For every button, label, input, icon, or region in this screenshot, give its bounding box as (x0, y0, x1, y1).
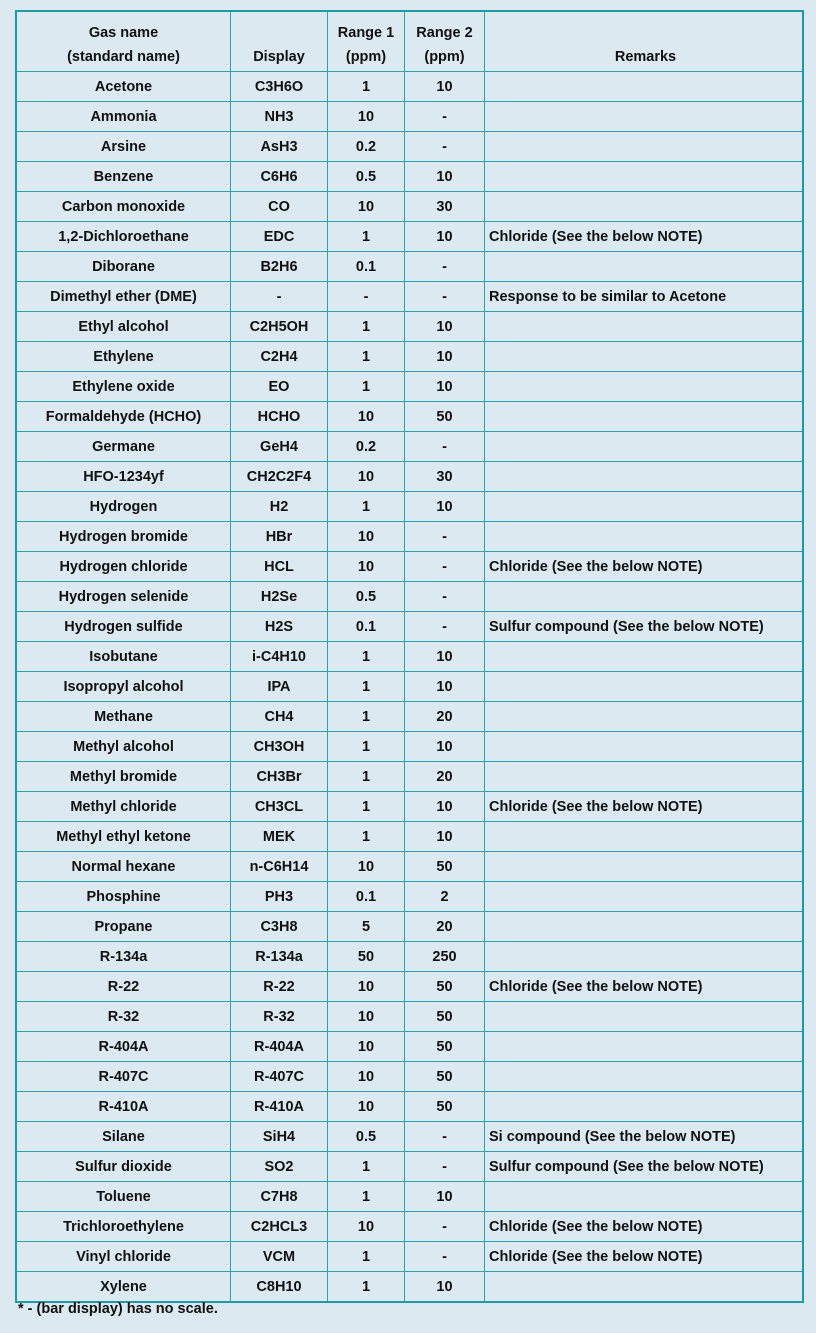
header-range2 (405, 11, 485, 72)
table-row (16, 222, 803, 252)
range2-cell: 50 (405, 402, 485, 432)
display-cell: AsH3 (231, 132, 328, 162)
gas-name-cell: Formaldehyde (HCHO) (16, 402, 231, 432)
header-text: (ppm) (424, 49, 465, 65)
gas-name-cell: Methyl bromide (16, 762, 231, 792)
range2-cell: 10 (405, 72, 485, 102)
display-cell: C2HCL3 (231, 1212, 328, 1242)
remarks-cell (485, 252, 804, 282)
range2-cell: 50 (405, 972, 485, 1002)
range1-cell: 10 (328, 462, 405, 492)
table-row (16, 522, 803, 552)
remarks-cell (485, 672, 804, 702)
table-row (16, 1182, 803, 1212)
gas-name-cell: R-404A (16, 1032, 231, 1062)
display-cell: PH3 (231, 882, 328, 912)
display-cell: HCL (231, 552, 328, 582)
remarks-cell: Chloride (See the below NOTE) (485, 222, 804, 252)
range2-cell: 10 (405, 1272, 485, 1303)
remarks-cell (485, 642, 804, 672)
table-row (16, 252, 803, 282)
table-row (16, 672, 803, 702)
remarks-cell (485, 1002, 804, 1032)
range2-cell: 50 (405, 1002, 485, 1032)
range1-cell: 1 (328, 372, 405, 402)
gas-name-cell: Ethylene (16, 342, 231, 372)
gas-name-cell: Isopropyl alcohol (16, 672, 231, 702)
display-cell: CO (231, 192, 328, 222)
display-cell: CH3Br (231, 762, 328, 792)
remarks-cell (485, 822, 804, 852)
range1-cell: 1 (328, 702, 405, 732)
range2-cell: 20 (405, 762, 485, 792)
range2-cell: - (405, 282, 485, 312)
gas-name-cell: HFO-1234yf (16, 462, 231, 492)
range1-cell: 10 (328, 522, 405, 552)
display-cell: CH3OH (231, 732, 328, 762)
header-text: Range 1 (337, 25, 395, 41)
header-gas-name (16, 11, 231, 72)
range1-cell: 0.1 (328, 612, 405, 642)
table-row (16, 972, 803, 1002)
table-body (16, 72, 803, 1303)
gas-name-cell: Methyl chloride (16, 792, 231, 822)
remarks-cell (485, 1062, 804, 1092)
gas-name-cell: Hydrogen selenide (16, 582, 231, 612)
range2-cell: 10 (405, 492, 485, 522)
remarks-cell (485, 702, 804, 732)
table-row (16, 912, 803, 942)
display-cell: CH2C2F4 (231, 462, 328, 492)
display-cell: NH3 (231, 102, 328, 132)
gas-name-cell: R-134a (16, 942, 231, 972)
range1-cell: 1 (328, 672, 405, 702)
range2-cell: 10 (405, 642, 485, 672)
range2-cell: - (405, 1212, 485, 1242)
range2-cell: 30 (405, 192, 485, 222)
remarks-cell (485, 1272, 804, 1303)
remarks-cell (485, 402, 804, 432)
table-row (16, 162, 803, 192)
table-row (16, 282, 803, 312)
gas-name-cell: Arsine (16, 132, 231, 162)
gas-name-cell: Methyl ethyl ketone (16, 822, 231, 852)
range2-cell: 10 (405, 372, 485, 402)
range2-cell: - (405, 552, 485, 582)
table-row (16, 312, 803, 342)
remarks-cell (485, 342, 804, 372)
gas-name-cell: Carbon monoxide (16, 192, 231, 222)
range1-cell: 1 (328, 492, 405, 522)
gas-name-cell: Vinyl chloride (16, 1242, 231, 1272)
remarks-cell (485, 852, 804, 882)
display-cell: EDC (231, 222, 328, 252)
table-row (16, 132, 803, 162)
gas-name-cell: Toluene (16, 1182, 231, 1212)
range2-cell: 10 (405, 342, 485, 372)
remarks-cell (485, 312, 804, 342)
display-cell: C3H8 (231, 912, 328, 942)
display-cell: HBr (231, 522, 328, 552)
display-cell: C2H4 (231, 342, 328, 372)
remarks-cell: Sulfur compound (See the below NOTE) (485, 612, 804, 642)
table-row (16, 432, 803, 462)
display-cell: HCHO (231, 402, 328, 432)
remarks-cell (485, 492, 804, 522)
table-row (16, 1152, 803, 1182)
range1-cell: - (328, 282, 405, 312)
range1-cell: 0.2 (328, 132, 405, 162)
gas-name-cell: Hydrogen sulfide (16, 612, 231, 642)
display-cell: IPA (231, 672, 328, 702)
display-cell: GeH4 (231, 432, 328, 462)
range1-cell: 1 (328, 642, 405, 672)
table-row (16, 732, 803, 762)
remarks-cell: Chloride (See the below NOTE) (485, 972, 804, 1002)
table-row (16, 1002, 803, 1032)
remarks-cell (485, 1182, 804, 1212)
gas-name-cell: Propane (16, 912, 231, 942)
range2-cell: 10 (405, 822, 485, 852)
remarks-cell (485, 882, 804, 912)
remarks-cell (485, 162, 804, 192)
range2-cell: 10 (405, 792, 485, 822)
header-range1 (328, 11, 405, 72)
remarks-cell: Chloride (See the below NOTE) (485, 552, 804, 582)
range1-cell: 1 (328, 822, 405, 852)
gas-name-cell: R-410A (16, 1092, 231, 1122)
table-row (16, 402, 803, 432)
range2-cell: 20 (405, 702, 485, 732)
table-row (16, 582, 803, 612)
range1-cell: 5 (328, 912, 405, 942)
gas-name-cell: Benzene (16, 162, 231, 192)
range1-cell: 1 (328, 1242, 405, 1272)
display-cell: C2H5OH (231, 312, 328, 342)
remarks-cell: Sulfur compound (See the below NOTE) (485, 1152, 804, 1182)
range1-cell: 1 (328, 222, 405, 252)
remarks-cell (485, 1092, 804, 1122)
range2-cell: - (405, 612, 485, 642)
range2-cell: 2 (405, 882, 485, 912)
gas-name-cell: Ammonia (16, 102, 231, 132)
remarks-cell (485, 372, 804, 402)
range1-cell: 1 (328, 1272, 405, 1303)
range2-cell: - (405, 252, 485, 282)
table-row (16, 822, 803, 852)
range2-cell: - (405, 102, 485, 132)
gas-name-cell: R-407C (16, 1062, 231, 1092)
remarks-cell (485, 192, 804, 222)
display-cell: SiH4 (231, 1122, 328, 1152)
display-cell: C3H6O (231, 72, 328, 102)
footnote: * - (bar display) has no scale. (18, 1301, 218, 1317)
range1-cell: 10 (328, 552, 405, 582)
range1-cell: 10 (328, 852, 405, 882)
table-row (16, 342, 803, 372)
display-cell: H2Se (231, 582, 328, 612)
range2-cell: 20 (405, 912, 485, 942)
table-row (16, 1092, 803, 1122)
range2-cell: 50 (405, 1032, 485, 1062)
display-cell: C7H8 (231, 1182, 328, 1212)
display-cell: R-410A (231, 1092, 328, 1122)
table-row (16, 612, 803, 642)
range1-cell: 1 (328, 1152, 405, 1182)
range2-cell: - (405, 582, 485, 612)
display-cell: SO2 (231, 1152, 328, 1182)
remarks-cell (485, 432, 804, 462)
range1-cell: 1 (328, 312, 405, 342)
remarks-cell (485, 582, 804, 612)
header-row (16, 11, 803, 72)
range1-cell: 50 (328, 942, 405, 972)
table-row (16, 102, 803, 132)
range1-cell: 1 (328, 72, 405, 102)
range2-cell: - (405, 1242, 485, 1272)
range2-cell: 10 (405, 672, 485, 702)
range2-cell: - (405, 432, 485, 462)
table-row (16, 1272, 803, 1303)
remarks-cell (485, 522, 804, 552)
remarks-cell (485, 912, 804, 942)
header-text: (ppm) (345, 49, 387, 65)
range1-cell: 0.1 (328, 252, 405, 282)
range2-cell: - (405, 522, 485, 552)
header-remarks: Remarks (485, 11, 804, 72)
range1-cell: 10 (328, 1212, 405, 1242)
gas-name-cell: R-32 (16, 1002, 231, 1032)
table-row (16, 72, 803, 102)
display-cell: B2H6 (231, 252, 328, 282)
table-row (16, 762, 803, 792)
display-cell: R-22 (231, 972, 328, 1002)
range1-cell: 1 (328, 342, 405, 372)
gas-name-cell: Normal hexane (16, 852, 231, 882)
gas-name-cell: Silane (16, 1122, 231, 1152)
table-row (16, 852, 803, 882)
display-cell: C8H10 (231, 1272, 328, 1303)
table-row (16, 882, 803, 912)
gas-name-cell: Phosphine (16, 882, 231, 912)
range2-cell: 30 (405, 462, 485, 492)
range1-cell: 0.2 (328, 432, 405, 462)
remarks-cell: Chloride (See the below NOTE) (485, 1212, 804, 1242)
gas-name-cell: Diborane (16, 252, 231, 282)
table-row (16, 792, 803, 822)
range1-cell: 0.1 (328, 882, 405, 912)
gas-name-cell: Germane (16, 432, 231, 462)
remarks-cell (485, 1032, 804, 1062)
range1-cell: 10 (328, 1092, 405, 1122)
table-row (16, 192, 803, 222)
range1-cell: 10 (328, 972, 405, 1002)
display-cell: H2S (231, 612, 328, 642)
gas-name-cell: Methyl alcohol (16, 732, 231, 762)
table-row (16, 1032, 803, 1062)
range2-cell: 10 (405, 732, 485, 762)
gas-name-cell: Isobutane (16, 642, 231, 672)
header-display: Display (231, 11, 328, 72)
gas-name-cell: Ethyl alcohol (16, 312, 231, 342)
gas-name-cell: Trichloroethylene (16, 1212, 231, 1242)
display-cell: H2 (231, 492, 328, 522)
range2-cell: 50 (405, 852, 485, 882)
range1-cell: 1 (328, 762, 405, 792)
display-cell: R-32 (231, 1002, 328, 1032)
display-cell: R-407C (231, 1062, 328, 1092)
range2-cell: 10 (405, 1182, 485, 1212)
table-row (16, 702, 803, 732)
range1-cell: 10 (328, 1062, 405, 1092)
range2-cell: - (405, 132, 485, 162)
remarks-cell: Chloride (See the below NOTE) (485, 1242, 804, 1272)
gas-name-cell: Sulfur dioxide (16, 1152, 231, 1182)
table-row (16, 1212, 803, 1242)
remarks-cell (485, 132, 804, 162)
display-cell: n-C6H14 (231, 852, 328, 882)
range1-cell: 10 (328, 1002, 405, 1032)
gas-range-table (15, 10, 804, 1303)
range2-cell: - (405, 1122, 485, 1152)
gas-name-cell: Acetone (16, 72, 231, 102)
table-row (16, 1062, 803, 1092)
remarks-cell: Response to be similar to Acetone (485, 282, 804, 312)
remarks-cell (485, 102, 804, 132)
gas-name-cell: 1,2-Dichloroethane (16, 222, 231, 252)
gas-name-cell: Hydrogen chloride (16, 552, 231, 582)
range1-cell: 1 (328, 732, 405, 762)
range2-cell: - (405, 1152, 485, 1182)
remarks-cell (485, 942, 804, 972)
range1-cell: 0.5 (328, 162, 405, 192)
range2-cell: 250 (405, 942, 485, 972)
table-row (16, 942, 803, 972)
gas-name-cell: Xylene (16, 1272, 231, 1303)
display-cell: EO (231, 372, 328, 402)
header-text: Gas name (88, 25, 159, 41)
display-cell: MEK (231, 822, 328, 852)
range1-cell: 1 (328, 1182, 405, 1212)
remarks-cell (485, 72, 804, 102)
range2-cell: 50 (405, 1062, 485, 1092)
gas-name-cell: Hydrogen (16, 492, 231, 522)
display-cell: - (231, 282, 328, 312)
gas-name-cell: R-22 (16, 972, 231, 1002)
table-row (16, 642, 803, 672)
display-cell: C6H6 (231, 162, 328, 192)
table-row (16, 492, 803, 522)
remarks-cell (485, 462, 804, 492)
table-row (16, 462, 803, 492)
display-cell: R-134a (231, 942, 328, 972)
remarks-cell (485, 762, 804, 792)
display-cell: CH4 (231, 702, 328, 732)
range1-cell: 0.5 (328, 582, 405, 612)
remarks-cell (485, 732, 804, 762)
range1-cell: 10 (328, 1032, 405, 1062)
display-cell: VCM (231, 1242, 328, 1272)
range1-cell: 10 (328, 402, 405, 432)
range2-cell: 10 (405, 162, 485, 192)
gas-name-cell: Dimethyl ether (DME) (16, 282, 231, 312)
range1-cell: 1 (328, 792, 405, 822)
display-cell: CH3CL (231, 792, 328, 822)
header-text: Range 2 (416, 25, 473, 41)
range2-cell: 10 (405, 222, 485, 252)
range1-cell: 10 (328, 192, 405, 222)
gas-name-cell: Methane (16, 702, 231, 732)
header-text: (standard name) (67, 49, 180, 65)
display-cell: R-404A (231, 1032, 328, 1062)
table-row (16, 552, 803, 582)
display-cell: i-C4H10 (231, 642, 328, 672)
range1-cell: 0.5 (328, 1122, 405, 1152)
table-row (16, 1122, 803, 1152)
table-row (16, 1242, 803, 1272)
gas-name-cell: Ethylene oxide (16, 372, 231, 402)
range1-cell: 10 (328, 102, 405, 132)
range2-cell: 50 (405, 1092, 485, 1122)
remarks-cell: Si compound (See the below NOTE) (485, 1122, 804, 1152)
table-row (16, 372, 803, 402)
range2-cell: 10 (405, 312, 485, 342)
gas-name-cell: Hydrogen bromide (16, 522, 231, 552)
remarks-cell: Chloride (See the below NOTE) (485, 792, 804, 822)
